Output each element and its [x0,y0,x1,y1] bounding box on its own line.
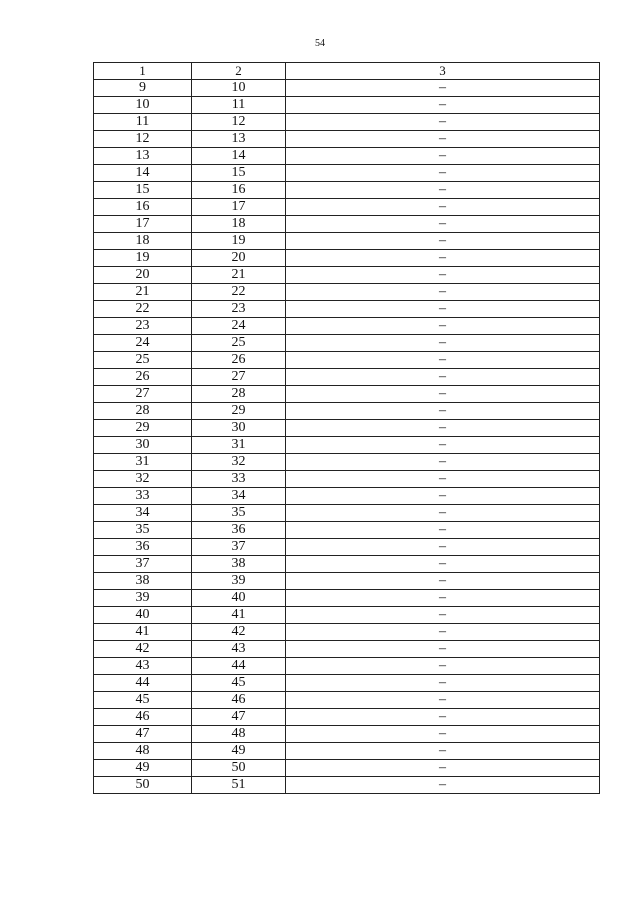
table-row [94,386,600,403]
table-cell-col-1: 28 [94,403,192,420]
table-cell-col-1: 42 [94,641,192,658]
table-cell-col-1: 34 [94,505,192,522]
table-cell-col-3: – [286,624,600,641]
table-cell-col-3: – [286,641,600,658]
table-cell-col-1: 33 [94,488,192,505]
table-row [94,403,600,420]
table-cell-col-2: 47 [192,709,286,726]
table-cell-col-2: 44 [192,658,286,675]
table-cell-col-2: 27 [192,369,286,386]
table-cell-col-2: 41 [192,607,286,624]
table-row [94,607,600,624]
table-cell-col-3: – [286,471,600,488]
table-cell-col-1: 22 [94,301,192,318]
table-cell-col-2: 29 [192,403,286,420]
table-cell-col-2: 23 [192,301,286,318]
table-cell-col-3: – [286,386,600,403]
table-cell-col-1: 15 [94,182,192,199]
table-cell-col-3: – [286,97,600,114]
table-cell-col-1: 16 [94,199,192,216]
column-header-2: 2 [192,63,286,80]
table-row [94,148,600,165]
table-row [94,420,600,437]
table-cell-col-2: 10 [192,80,286,97]
table-cell-col-3: – [286,318,600,335]
table-cell-col-3: – [286,80,600,97]
table-cell-col-3: – [286,539,600,556]
table-cell-col-1: 38 [94,573,192,590]
table-cell-col-2: 48 [192,726,286,743]
table-cell-col-3: – [286,709,600,726]
table-cell-col-3: – [286,148,600,165]
table-cell-col-2: 14 [192,148,286,165]
table-row [94,233,600,250]
table-cell-col-1: 20 [94,267,192,284]
page-number: 54 [315,38,325,49]
table-cell-col-1: 32 [94,471,192,488]
table-cell-col-3: – [286,488,600,505]
table-cell-col-3: – [286,556,600,573]
table-cell-col-1: 50 [94,777,192,794]
table-cell-col-1: 21 [94,284,192,301]
table-cell-col-1: 47 [94,726,192,743]
table-cell-col-3: – [286,199,600,216]
table-cell-col-3: – [286,692,600,709]
table-cell-col-1: 41 [94,624,192,641]
table-cell-col-2: 33 [192,471,286,488]
table-cell-col-2: 43 [192,641,286,658]
table-cell-col-1: 48 [94,743,192,760]
table-cell-col-2: 34 [192,488,286,505]
table-cell-col-3: – [286,267,600,284]
table-cell-col-2: 51 [192,777,286,794]
table-row [94,97,600,114]
table-cell-col-2: 19 [192,233,286,250]
table-cell-col-2: 16 [192,182,286,199]
table-cell-col-1: 29 [94,420,192,437]
table-cell-col-2: 18 [192,216,286,233]
table-cell-col-1: 17 [94,216,192,233]
table-cell-col-2: 11 [192,97,286,114]
table-row [94,199,600,216]
table-cell-col-2: 17 [192,199,286,216]
table-row [94,267,600,284]
table-row [94,182,600,199]
table-cell-col-2: 32 [192,454,286,471]
table-row [94,471,600,488]
table-header-row [94,63,600,80]
table-row [94,80,600,97]
table-cell-col-1: 49 [94,760,192,777]
table-cell-col-1: 37 [94,556,192,573]
table-row [94,641,600,658]
table-cell-col-1: 10 [94,97,192,114]
table-cell-col-3: – [286,369,600,386]
table-cell-col-2: 13 [192,131,286,148]
table-row [94,658,600,675]
table-cell-col-2: 12 [192,114,286,131]
table-cell-col-2: 42 [192,624,286,641]
table-cell-col-3: – [286,131,600,148]
table-row [94,573,600,590]
table-row [94,335,600,352]
table-cell-col-1: 14 [94,165,192,182]
table-cell-col-3: – [286,182,600,199]
table-row [94,777,600,794]
table-cell-col-2: 39 [192,573,286,590]
table-row [94,590,600,607]
table-row [94,624,600,641]
table-cell-col-3: – [286,675,600,692]
table-row [94,437,600,454]
table-cell-col-1: 31 [94,454,192,471]
table-cell-col-1: 23 [94,318,192,335]
table-cell-col-1: 44 [94,675,192,692]
table-row [94,250,600,267]
table-cell-col-2: 28 [192,386,286,403]
table-cell-col-3: – [286,743,600,760]
table-cell-col-3: – [286,352,600,369]
table-row [94,318,600,335]
table-row [94,539,600,556]
table-row [94,454,600,471]
table-cell-col-3: – [286,726,600,743]
table-row [94,284,600,301]
table-row [94,709,600,726]
table-cell-col-1: 46 [94,709,192,726]
table-cell-col-3: – [286,522,600,539]
table-cell-col-2: 30 [192,420,286,437]
table-cell-col-1: 43 [94,658,192,675]
table-cell-col-2: 26 [192,352,286,369]
table-cell-col-3: – [286,233,600,250]
table-cell-col-3: – [286,216,600,233]
table-row [94,352,600,369]
table-cell-col-3: – [286,607,600,624]
table-cell-col-2: 37 [192,539,286,556]
table-cell-col-1: 45 [94,692,192,709]
table-cell-col-3: – [286,403,600,420]
table-cell-col-2: 20 [192,250,286,267]
column-header-3: 3 [286,63,600,80]
table-cell-col-2: 49 [192,743,286,760]
table-row [94,165,600,182]
column-header-1: 1 [94,63,192,80]
table-cell-col-3: – [286,301,600,318]
table-cell-col-3: – [286,114,600,131]
table-cell-col-1: 26 [94,369,192,386]
table-row [94,369,600,386]
table-row [94,556,600,573]
table-cell-col-1: 27 [94,386,192,403]
table-cell-col-1: 25 [94,352,192,369]
table-cell-col-1: 30 [94,437,192,454]
table-cell-col-3: – [286,505,600,522]
table-cell-col-3: – [286,437,600,454]
table-row [94,301,600,318]
table-cell-col-2: 40 [192,590,286,607]
table-cell-col-2: 25 [192,335,286,352]
table-cell-col-1: 9 [94,80,192,97]
table-cell-col-2: 15 [192,165,286,182]
table-cell-col-1: 13 [94,148,192,165]
table-cell-col-1: 18 [94,233,192,250]
table-cell-col-2: 38 [192,556,286,573]
table-cell-col-3: – [286,335,600,352]
table-cell-col-1: 12 [94,131,192,148]
table-row [94,675,600,692]
table-cell-col-1: 40 [94,607,192,624]
table-cell-col-2: 50 [192,760,286,777]
table-body [94,63,600,794]
table-cell-col-2: 22 [192,284,286,301]
table-cell-col-2: 36 [192,522,286,539]
table-cell-col-2: 46 [192,692,286,709]
table-cell-col-3: – [286,454,600,471]
table-cell-col-2: 21 [192,267,286,284]
table-cell-col-1: 35 [94,522,192,539]
table-cell-col-1: 24 [94,335,192,352]
table-row [94,726,600,743]
table-cell-col-1: 39 [94,590,192,607]
table-cell-col-3: – [286,777,600,794]
table-cell-col-3: – [286,658,600,675]
table-cell-col-3: – [286,760,600,777]
table-row [94,114,600,131]
table-row [94,743,600,760]
table-cell-col-3: – [286,590,600,607]
table-cell-col-2: 24 [192,318,286,335]
table-cell-col-3: – [286,284,600,301]
table-cell-col-3: – [286,573,600,590]
table-row [94,760,600,777]
table-cell-col-2: 35 [192,505,286,522]
table-row [94,488,600,505]
table-cell-col-3: – [286,420,600,437]
table-cell-col-1: 36 [94,539,192,556]
table-row [94,522,600,539]
table-row [94,131,600,148]
table-cell-col-1: 19 [94,250,192,267]
table-row [94,692,600,709]
table-cell-col-2: 45 [192,675,286,692]
table-row [94,216,600,233]
table-cell-col-3: – [286,250,600,267]
table-cell-col-2: 31 [192,437,286,454]
data-table [93,62,600,794]
table-row [94,505,600,522]
table-cell-col-3: – [286,165,600,182]
table-cell-col-1: 11 [94,114,192,131]
